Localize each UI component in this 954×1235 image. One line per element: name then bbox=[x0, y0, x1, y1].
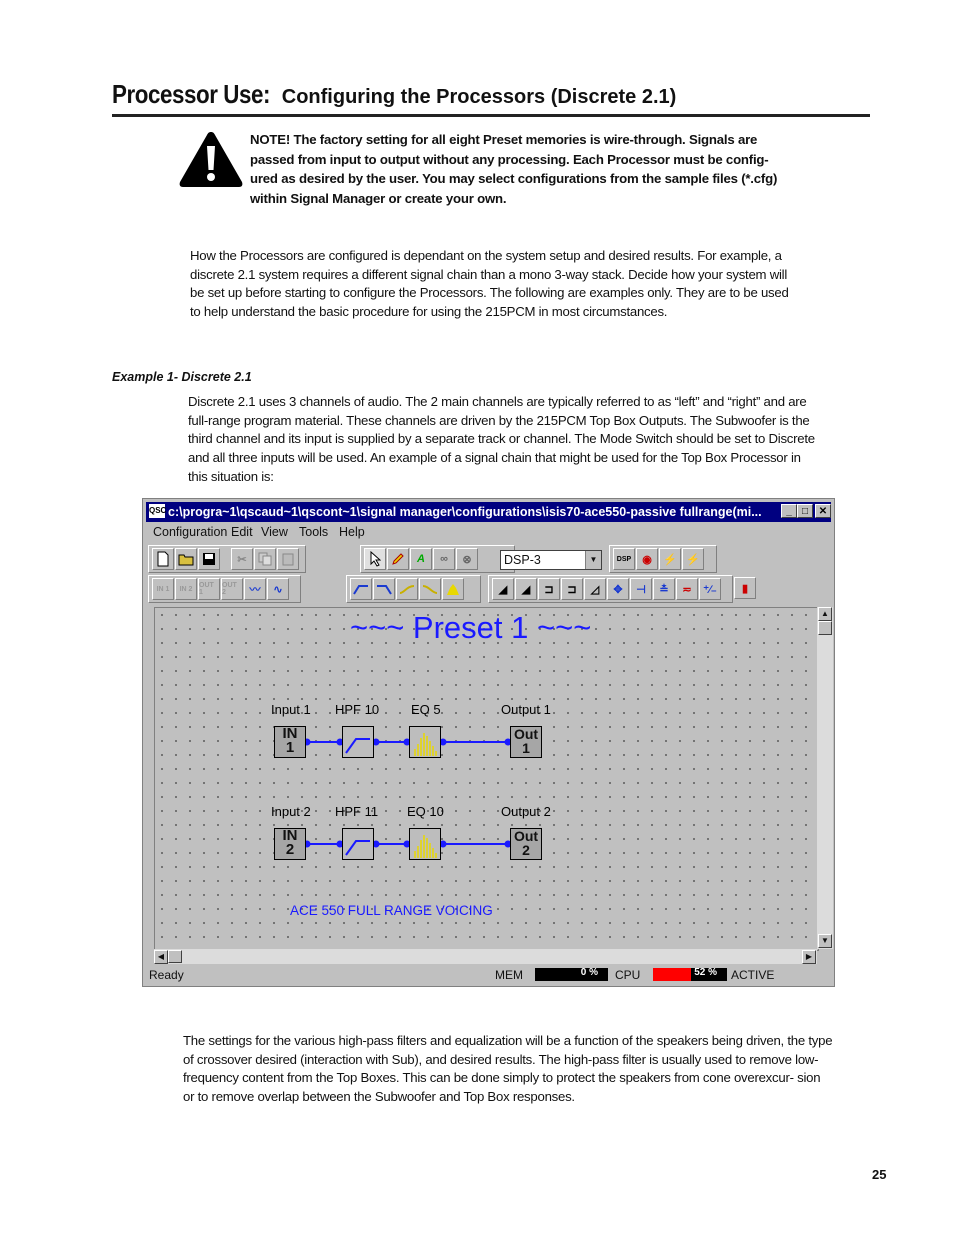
cpu-meter-fill bbox=[653, 968, 691, 981]
save-icon[interactable] bbox=[198, 548, 220, 570]
vertical-scroll-thumb[interactable] bbox=[818, 621, 832, 635]
ducker-icon[interactable]: ◿ bbox=[584, 578, 606, 600]
cpu-value: 52 % bbox=[694, 967, 717, 978]
wire-in1-hpf10 bbox=[305, 740, 343, 745]
out2-icon[interactable]: OUT 2 bbox=[221, 578, 243, 600]
unlink-icon[interactable]: ⊗ bbox=[456, 548, 478, 570]
filter-toolbar bbox=[346, 575, 481, 603]
gate-icon[interactable]: ⊐ bbox=[538, 578, 560, 600]
splitter-icon[interactable]: ⊣ bbox=[630, 578, 652, 600]
input1-label: Input 1 bbox=[271, 702, 311, 717]
meter-icon[interactable]: ▮ bbox=[734, 577, 756, 599]
cut-icon[interactable]: ✂ bbox=[231, 548, 253, 570]
output2-block-num: 2 bbox=[522, 842, 530, 858]
input2-block-num: 2 bbox=[285, 841, 295, 858]
window-titlebar bbox=[146, 502, 831, 522]
low-shelf-icon[interactable] bbox=[396, 578, 418, 600]
eq-spectrum-icon bbox=[410, 829, 440, 859]
highpass-icon[interactable] bbox=[350, 578, 372, 600]
mixer-icon[interactable]: ≛ bbox=[653, 578, 675, 600]
eq5-block[interactable] bbox=[409, 726, 441, 758]
device-toolbar bbox=[609, 545, 717, 573]
output1-block[interactable] bbox=[510, 726, 542, 758]
input2-block[interactable] bbox=[274, 828, 306, 860]
status-active: ACTIVE bbox=[731, 968, 775, 982]
eq10-block[interactable] bbox=[409, 828, 441, 860]
eq-icon[interactable] bbox=[442, 578, 464, 600]
in1-icon[interactable]: IN 1 bbox=[152, 578, 174, 600]
mem-value: 0 % bbox=[580, 967, 598, 978]
dynamics-toolbar bbox=[488, 575, 733, 603]
horizontal-scrollbar[interactable] bbox=[154, 949, 817, 964]
scroll-down-icon[interactable]: ▼ bbox=[818, 934, 832, 948]
lowpass-icon[interactable] bbox=[373, 578, 395, 600]
cpu-meter bbox=[653, 968, 727, 981]
page-heading bbox=[112, 80, 870, 117]
scroll-left-icon[interactable]: ◀ bbox=[154, 950, 168, 964]
warning-icon bbox=[178, 130, 244, 188]
noise-icon[interactable]: 〰 bbox=[244, 578, 266, 600]
menu-edit[interactable]: Edit bbox=[231, 525, 253, 539]
delay-icon[interactable]: ≂ bbox=[676, 578, 698, 600]
note-text: NOTE! The factory setting for all eight Preset memories is wire-through. Signals are passed from input to output without any processing. Each Processor must be config- ured as desired by the user. You may select configurations from the sample files (*.cfg) within Signal Manager or create your own. bbox=[250, 132, 778, 206]
polarity-icon[interactable]: ⁺∕₋ bbox=[699, 578, 721, 600]
tools-toolbar bbox=[360, 545, 515, 573]
signal-canvas[interactable] bbox=[154, 607, 819, 951]
text-tool-icon[interactable]: A bbox=[410, 548, 432, 570]
wire-hpf11-eq10 bbox=[374, 842, 410, 847]
eq10-label: EQ 10 bbox=[407, 804, 444, 819]
out1-icon[interactable]: OUT 1 bbox=[198, 578, 220, 600]
example-heading: Example 1- Discrete 2.1 bbox=[112, 370, 252, 384]
vertical-scrollbar[interactable] bbox=[817, 607, 833, 949]
hpf10-block[interactable] bbox=[342, 726, 374, 758]
io-toolbar bbox=[148, 575, 301, 603]
copy-icon[interactable] bbox=[254, 548, 276, 570]
preset-title: ~~~ Preset 1 ~~~ bbox=[350, 610, 592, 645]
link-icon[interactable]: ∞ bbox=[433, 548, 455, 570]
example-paragraph: Discrete 2.1 uses 3 channels of audio. The 2 main channels are typically referred to as “left” and “right” and are full-range program material. These channels are driven by the 215PCM Top Box Outputs. The Subwoofer is the third channel and its input is supplied by a separate track or channel. The Mode Switch should be set to Discrete and all three inputs will be used. An example of a signal chain that might be used for the Top Box Processor in this situation is: bbox=[188, 394, 815, 484]
heading-main: Processor Use: bbox=[112, 79, 271, 109]
cpu-label: CPU bbox=[615, 968, 641, 982]
input1-block-top: IN bbox=[282, 725, 298, 742]
compressor-icon[interactable]: ◢ bbox=[492, 578, 514, 600]
eq5-label: EQ 5 bbox=[411, 702, 441, 717]
intro-paragraph: How the Processors are configured is dependant on the system setup and desired results. For example, a discrete 2.1 system requires a different signal chain than a mono 3-way stack. Decide how your system will be set up before starting to configure the Processors. The following are examples only. They are to be used to help understand the basic procedure for using the 215PCM in most circumstances. bbox=[190, 248, 789, 320]
chevron-down-icon[interactable]: ▼ bbox=[585, 551, 601, 569]
input2-label: Input 2 bbox=[271, 804, 311, 819]
output1-label: Output 1 bbox=[501, 702, 551, 717]
menu-view[interactable]: View bbox=[261, 525, 288, 539]
maximize-button[interactable]: □ bbox=[797, 504, 813, 518]
high-shelf-icon[interactable] bbox=[419, 578, 441, 600]
status-ready: Ready bbox=[149, 968, 184, 982]
hpf10-label: HPF 10 bbox=[335, 702, 380, 717]
close-button[interactable]: ✕ bbox=[815, 504, 831, 518]
wire-eq10-out2 bbox=[441, 842, 511, 847]
heading-sub: Configuring the Processors (Discrete 2.1) bbox=[281, 86, 677, 108]
input1-block[interactable] bbox=[274, 726, 306, 758]
dsp-select-value: DSP-3 bbox=[504, 553, 541, 567]
voicing-label: ACE 550 FULL RANGE VOICING bbox=[290, 903, 493, 918]
menu-configuration[interactable]: Configuration bbox=[153, 525, 228, 539]
mem-meter bbox=[535, 968, 608, 981]
in2-icon[interactable]: IN 2 bbox=[175, 578, 197, 600]
hpf11-block[interactable] bbox=[342, 828, 374, 860]
wire-in2-hpf11 bbox=[305, 842, 343, 847]
menu-bar bbox=[146, 524, 831, 542]
qsc-logo: QSC bbox=[149, 504, 165, 518]
paste-icon[interactable] bbox=[277, 548, 299, 570]
send-icon[interactable]: ⚡ bbox=[659, 548, 681, 570]
highpass-icon bbox=[343, 829, 373, 859]
pencil-icon[interactable] bbox=[387, 548, 409, 570]
scroll-right-icon[interactable]: ▶ bbox=[802, 950, 816, 964]
page-number: 25 bbox=[872, 1167, 887, 1182]
wire-hpf10-eq5 bbox=[374, 740, 410, 745]
mem-label: MEM bbox=[495, 968, 523, 982]
output2-label: Output 2 bbox=[501, 804, 551, 819]
output2-block[interactable] bbox=[510, 828, 542, 860]
limiter-icon[interactable]: ◢ bbox=[515, 578, 537, 600]
input2-block-top: IN bbox=[282, 827, 298, 844]
scroll-up-icon[interactable]: ▲ bbox=[818, 607, 832, 621]
horizontal-scroll-thumb[interactable] bbox=[168, 950, 182, 963]
window-title: c:\progra~1\qscaud~1\qscont~1\signal manager\configurations\isis70-ace550-passive fullrange(mi... bbox=[168, 505, 762, 519]
signal-manager-window bbox=[142, 498, 835, 987]
pointer-icon[interactable] bbox=[364, 548, 386, 570]
dsp-icon[interactable]: DSP bbox=[613, 548, 635, 570]
output1-block-top: Out bbox=[513, 726, 539, 742]
settings-paragraph: The settings for the various high-pass filters and equalization will be a function of the speakers being driven, the type of crossover desired (interaction with Sub), and desired results. The high-pass filter is usually used to remove low-frequency content from the Top Boxes. This can be done simply to protect the speakers from cone overexcur- sion or to remove overlap between the Subwoofer and Top Box responses. bbox=[183, 1033, 833, 1105]
open-folder-icon[interactable] bbox=[175, 548, 197, 570]
minimize-button[interactable]: _ bbox=[781, 504, 797, 518]
mute-icon[interactable]: ◉ bbox=[636, 548, 658, 570]
input1-block-num: 1 bbox=[285, 739, 295, 756]
status-bar bbox=[146, 966, 831, 984]
new-file-icon[interactable] bbox=[152, 548, 174, 570]
output1-block-num: 1 bbox=[522, 740, 530, 756]
output2-block-top: Out bbox=[513, 828, 539, 844]
file-toolbar bbox=[148, 545, 306, 573]
router-icon[interactable]: ✥ bbox=[607, 578, 629, 600]
eq-spectrum-icon bbox=[410, 727, 440, 757]
menu-help[interactable]: Help bbox=[339, 525, 365, 539]
expander-icon[interactable]: ⊐ bbox=[561, 578, 583, 600]
sine-icon[interactable]: ∿ bbox=[267, 578, 289, 600]
highpass-icon bbox=[343, 727, 373, 757]
wire-eq5-out1 bbox=[441, 740, 511, 745]
wires-svg bbox=[155, 608, 818, 950]
receive-icon[interactable]: ⚡ bbox=[682, 548, 704, 570]
menu-tools[interactable]: Tools bbox=[299, 525, 329, 539]
hpf11-label: HPF 11 bbox=[335, 804, 379, 819]
dsp-select[interactable] bbox=[500, 550, 602, 570]
